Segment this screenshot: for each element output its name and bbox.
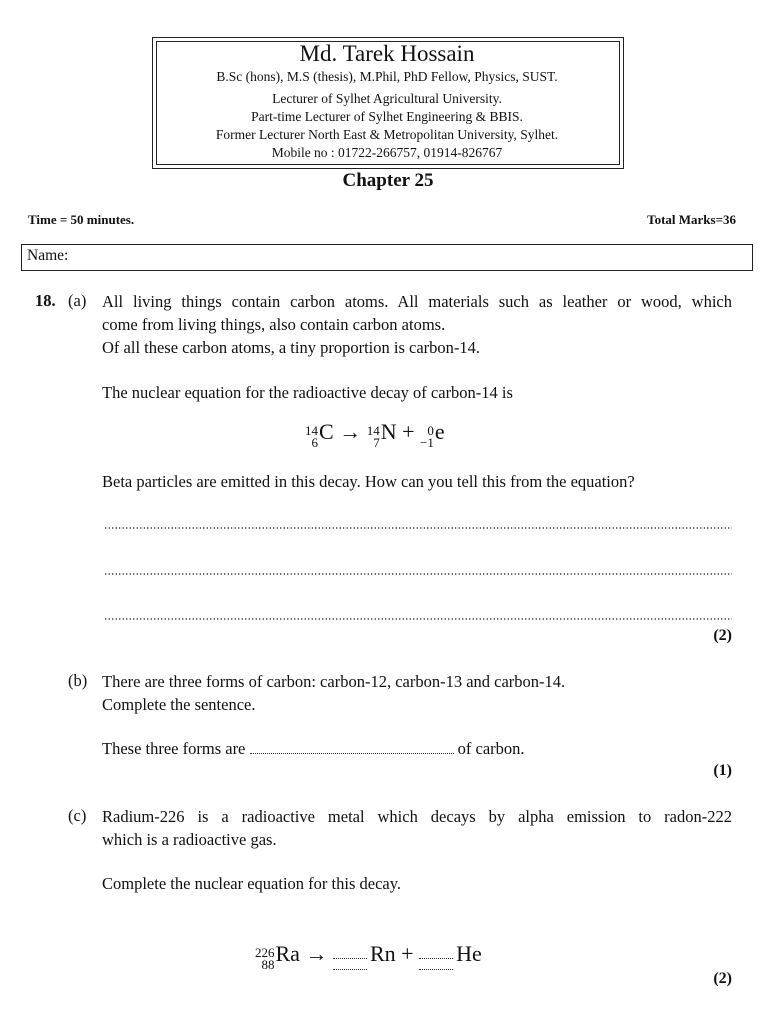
author-degrees: B.Sc (hons), M.S (thesis), M.Phil, PhD Fellow, Physics, SUST. — [216, 69, 558, 84]
arrow-icon: → — [305, 941, 328, 966]
part-a-marks: (2) — [713, 627, 732, 644]
part-c-marks: (2) — [713, 970, 732, 987]
part-c-line-1: Radium-226 is a radioactive metal which decays by alpha emission to radon-222 — [102, 807, 732, 826]
part-b-sentence: These three forms are of carbon. — [102, 739, 525, 758]
total-marks: Total Marks=36 — [647, 212, 736, 227]
author-name: Md. Tarek Hossain — [299, 41, 475, 66]
part-b-blank[interactable] — [250, 752, 454, 754]
carbon-decay-equation: 14 6 C → 14 7 N + 0 −1 e — [305, 419, 445, 450]
part-a-label: (a) — [68, 291, 87, 310]
answer-line-2[interactable] — [104, 573, 732, 575]
part-a-prompt: Beta particles are emitted in this decay. How can you tell this from the equation? — [102, 472, 635, 491]
part-a-line-4: The nuclear equation for the radioactive decay of carbon-14 is — [102, 383, 513, 402]
electron-nuclide: 0 −1 — [420, 423, 434, 450]
name-label: Name: — [27, 247, 69, 264]
nitrogen-nuclide: 14 7 — [366, 423, 380, 450]
author-position-1: Lecturer of Sylhet Agricultural University. — [272, 91, 502, 106]
carbon-nuclide: 14 6 — [305, 423, 318, 450]
radium-nuclide: 226 88 — [255, 945, 275, 972]
part-a-line-2: come from living things, also contain carbon atoms. — [102, 315, 446, 334]
author-position-3: Former Lecturer North East & Metropolitan University, Sylhet. — [215, 127, 559, 142]
part-c-line-2: which is a radioactive gas. — [102, 830, 277, 849]
author-mobile: Mobile no : 01722-266757, 01914-826767 — [271, 145, 503, 160]
part-b-label: (b) — [68, 671, 88, 690]
part-c-line-3: Complete the nuclear equation for this decay. — [102, 874, 402, 893]
part-c-label: (c) — [68, 806, 87, 825]
answer-line-1[interactable] — [104, 527, 732, 529]
author-position-2: Part-time Lecturer of Sylhet Engineering & BBIS. — [251, 109, 523, 124]
time-limit: Time = 50 minutes. — [28, 212, 135, 227]
name-field[interactable] — [21, 244, 753, 271]
header-text — [156, 40, 618, 162]
question-number: 18. — [35, 291, 56, 310]
answer-line-3[interactable] — [104, 618, 732, 620]
radon-nuclide-blanks[interactable] — [333, 957, 367, 970]
part-a-line-3: Of all these carbon atoms, a tiny proportion is carbon-14. — [102, 338, 481, 357]
part-b-marks: (1) — [713, 762, 732, 779]
radium-decay-equation: 226 88 Ra → Rn + He — [255, 941, 482, 972]
part-b-line-2: Complete the sentence. — [102, 695, 256, 714]
part-b-line-1: There are three forms of carbon: carbon-12, carbon-13 and carbon-14. — [102, 672, 566, 691]
arrow-icon: → — [339, 419, 362, 444]
part-a-line-1: All living things contain carbon atoms. All materials such as leather or wood, which — [102, 292, 732, 311]
helium-nuclide-blanks[interactable] — [419, 957, 453, 970]
chapter-title: Chapter 25 — [342, 170, 434, 191]
